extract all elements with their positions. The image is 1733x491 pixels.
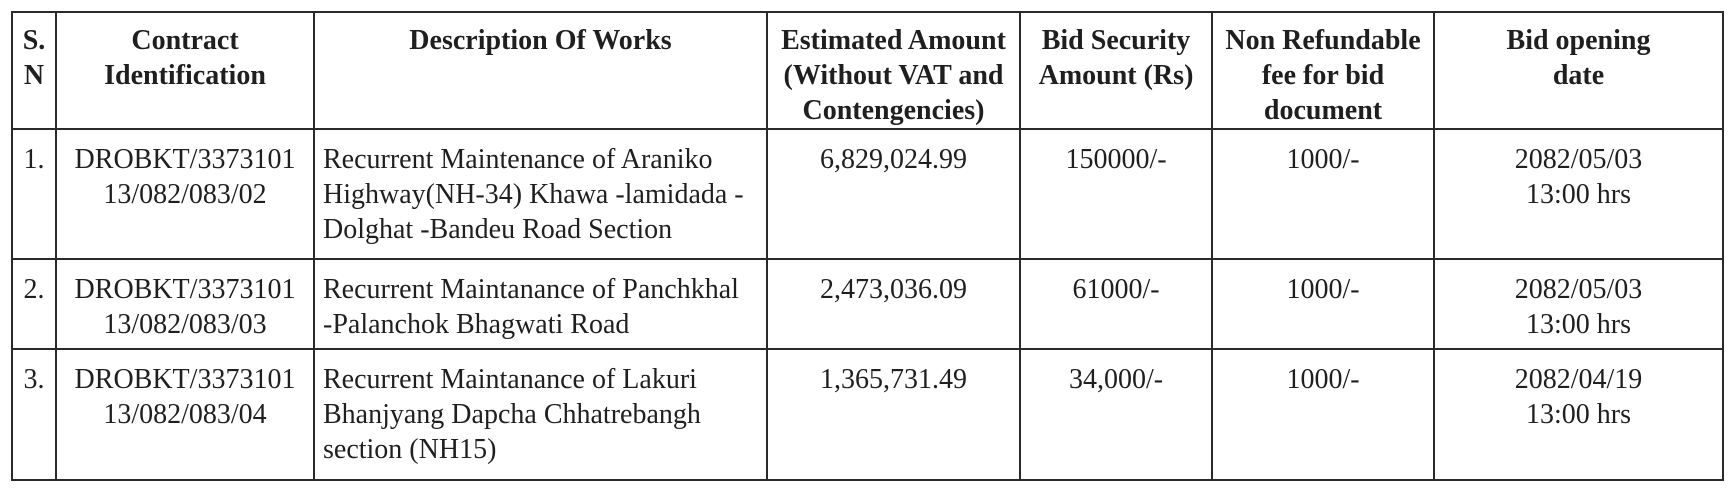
header-bid-security: Bid Security Amount (Rs) [1020, 12, 1212, 129]
cell-fee: 1000/- [1212, 129, 1434, 259]
cell-bid-security: 34,000/- [1020, 349, 1212, 480]
header-description: Description Of Works [314, 12, 767, 129]
cell-sn: 3. [12, 349, 56, 480]
cell-fee: 1000/- [1212, 349, 1434, 480]
cell-estimated-amount: 6,829,024.99 [767, 129, 1020, 259]
cell-bid-security: 150000/- [1020, 129, 1212, 259]
cell-opening-date: 2082/05/03 13:00 hrs [1434, 259, 1723, 349]
cell-contract-id: DROBKT/3373101 13/082/083/02 [56, 129, 314, 259]
cell-bid-security: 61000/- [1020, 259, 1212, 349]
cell-estimated-amount: 1,365,731.49 [767, 349, 1020, 480]
cell-contract-id: DROBKT/3373101 13/082/083/04 [56, 349, 314, 480]
cell-fee: 1000/- [1212, 259, 1434, 349]
header-fee: Non Refundable fee for bid document [1212, 12, 1434, 129]
cell-sn: 2. [12, 259, 56, 349]
header-opening-date: Bid opening date [1434, 12, 1723, 129]
cell-description: Recurrent Maintanance of Lakuri Bhanjyang Dapcha Chhatrebangh section (NH15) [314, 349, 767, 480]
cell-contract-id: DROBKT/3373101 13/082/083/03 [56, 259, 314, 349]
table-row [12, 129, 1723, 259]
cell-description: Recurrent Maintenance of Araniko Highway(NH-34) Khawa -lamidada - Dolghat -Bandeu Road Section [314, 129, 767, 259]
cell-description: Recurrent Maintanance of Panchkhal -Palanchok Bhagwati Road [314, 259, 767, 349]
header-contract-id: Contract Identification [56, 12, 314, 129]
cell-opening-date: 2082/04/19 13:00 hrs [1434, 349, 1723, 480]
cell-opening-date: 2082/05/03 13:00 hrs [1434, 129, 1723, 259]
table-row [12, 349, 1723, 480]
cell-estimated-amount: 2,473,036.09 [767, 259, 1020, 349]
tender-table [11, 11, 1724, 481]
header-sn: S. N [12, 12, 56, 129]
cell-sn: 1. [12, 129, 56, 259]
header-row [12, 12, 1723, 129]
table-row [12, 259, 1723, 349]
header-estimated-amount: Estimated Amount (Without VAT and Contengencies) [767, 12, 1020, 129]
